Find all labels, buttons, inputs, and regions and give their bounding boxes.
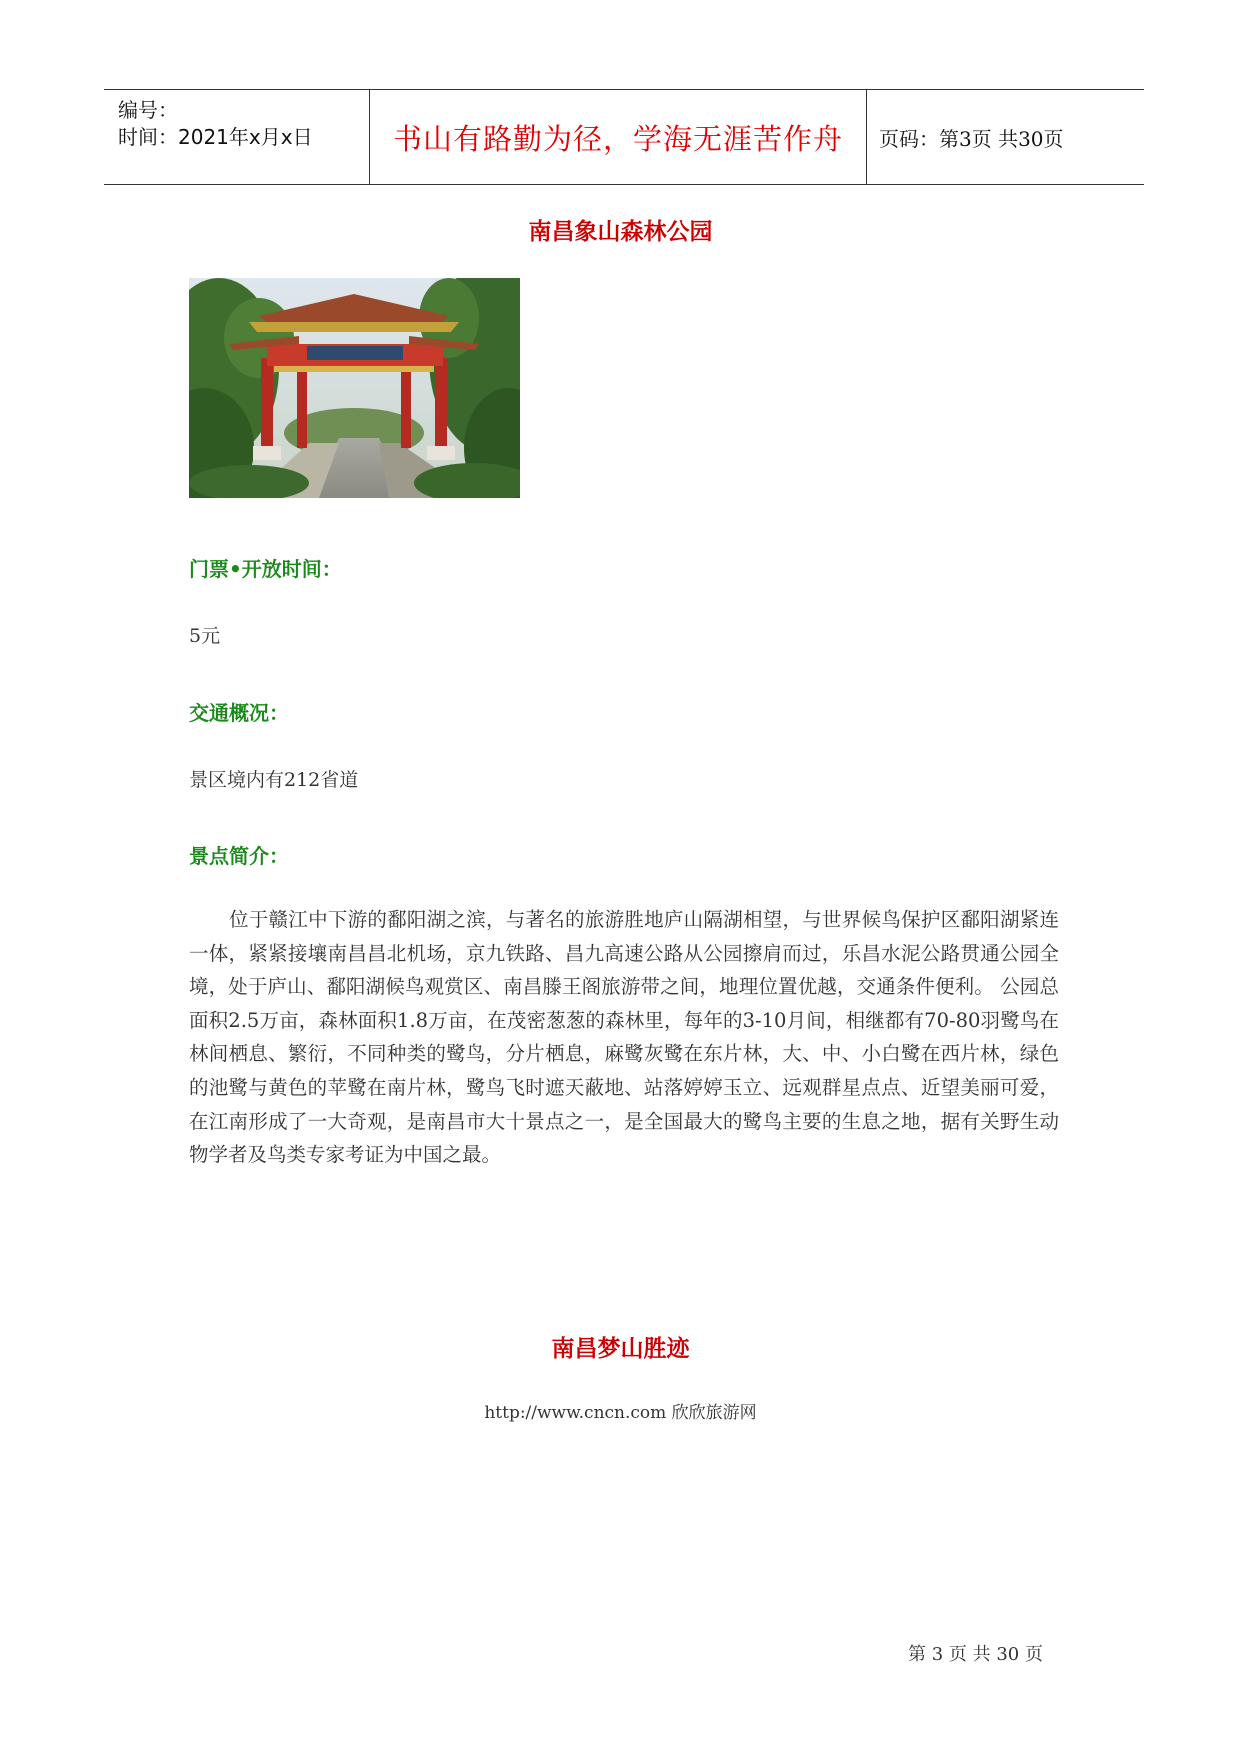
header-meta-cell — [104, 90, 369, 184]
intro-paragraph: 位于赣江中下游的鄱阳湖之滨，与著名的旅游胜地庐山隔湖相望，与世界候鸟保护区鄱阳湖紧连一体，紧紧接壤南昌昌北机场，京九铁路、昌九高速公路从公园擦肩而过，乐昌水泥公路贯通公园全境，处于庐山、鄱阳湖候鸟观赏区、南昌滕王阁旅游带之间，地理位置优越，交通条件便利。 公园总面积2.5万亩，森林面积1.8万亩，在茂密葱葱的森林里，每年的3-10月间，相继都有70-80羽鹭鸟在林间栖息、繁衍，不同种类的鹭鸟，分片栖息，麻鹭灰鹭在东片林，大、中、小白鹭在西片林，绿色的池鹭与黄色的苹鹭在南片林，鹭鸟飞时遮天蔽地、站落婷婷玉立、远观群星点点、近望美丽可爱，在江南形成了一大奇观，是南昌市大十景点之一，是全国最大的鹭鸟主要的生息之地，据有关野生动物学者及鸟类专家考证为中国之最。 — [189, 908, 1059, 1167]
header-page-info: 页码：第3页 共30页 — [879, 126, 1064, 151]
header-motto-cell — [369, 90, 867, 184]
source-link[interactable]: http://www.cncn.com 欣欣旅游网 — [484, 1403, 757, 1423]
page-footer: 第 3 页 共 30 页 — [908, 1644, 1043, 1665]
ticket-value: 5元 — [189, 625, 221, 647]
header-motto: 书山有路勤为径，学海无涯苦作舟 — [392, 121, 843, 156]
park-gate-photo — [189, 278, 520, 498]
intro-label: 景点简介： — [189, 844, 289, 868]
document-number-label: 编号： — [118, 98, 178, 122]
document-time-label: 时间：2021年x月x日 — [118, 125, 313, 149]
traffic-value: 景区境内有212省道 — [189, 769, 359, 791]
park-gate-photo-icon — [189, 278, 520, 498]
traffic-label: 交通概况： — [189, 701, 289, 725]
ticket-label: 门票•开放时间： — [189, 557, 342, 581]
section-title-mengshan: 南昌梦山胜迹 — [551, 1336, 690, 1362]
header-page-cell — [867, 90, 1144, 184]
section-title-xiangshan: 南昌象山森林公园 — [528, 219, 713, 245]
page-header — [104, 89, 1144, 185]
